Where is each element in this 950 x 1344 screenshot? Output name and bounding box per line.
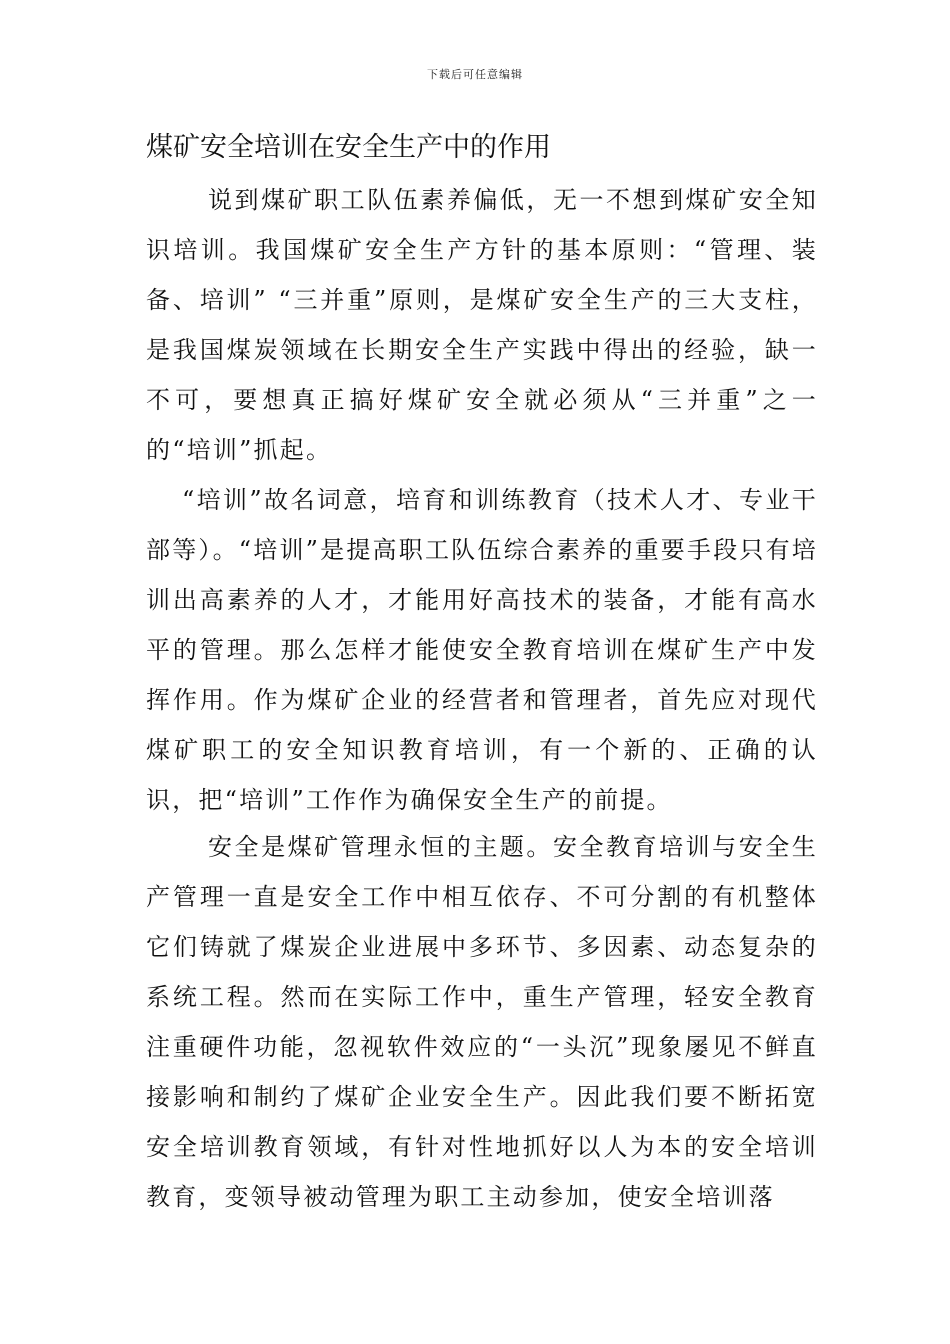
- paragraph-1: 说到煤矿职工队伍素养偏低，无一不想到煤矿安全知识培训。我国煤矿安全生产方针的基本原则：“管理、装备、培训” “三并重”原则，是煤矿安全生产的三大支柱，是我国煤炭领域在长期安全生产实践中得出的经验，缺一不可，要想真正搞好煤矿安全就必须从“三并重”之一的“培训”抓起。: [146, 186, 818, 464]
- paragraph-2: “培训”故名词意，培育和训练教育（技术人才、专业干部等）。“培训”是提高职工队伍综合素养的重要手段只有培训出高素养的人才，才能用好高技术的装备，才能有高水平的管理。那么怎样才能使安全教育培训在煤矿生产中发挥作用。作为煤矿企业的经营者和管理者，首先应对现代煤矿职工的安全知识教育培训，有一个新的、正确的认识，把“培训”工作作为确保安全生产的前提。: [146, 486, 818, 814]
- document-title: 煤矿安全培训在安全生产中的作用: [146, 132, 551, 163]
- header-note: 下载后可任意编辑: [427, 68, 523, 81]
- paragraph-3: 安全是煤矿管理永恒的主题。安全教育培训与安全生产管理一直是安全工作中相互依存、不可分割的有机整体它们铸就了煤炭企业进展中多环节、多因素、动态复杂的系统工程。然而在实际工作中，重生产管理，轻安全教育注重硬件功能，忽视软件效应的“一头沉”现象屡见不鲜直接影响和制约了煤矿企业安全生产。因此我们要不断拓宽安全培训教育领域，有针对性地抓好以人为本的安全培训教育，变领导被动管理为职工主动参加，使安全培训落: [146, 833, 818, 1211]
